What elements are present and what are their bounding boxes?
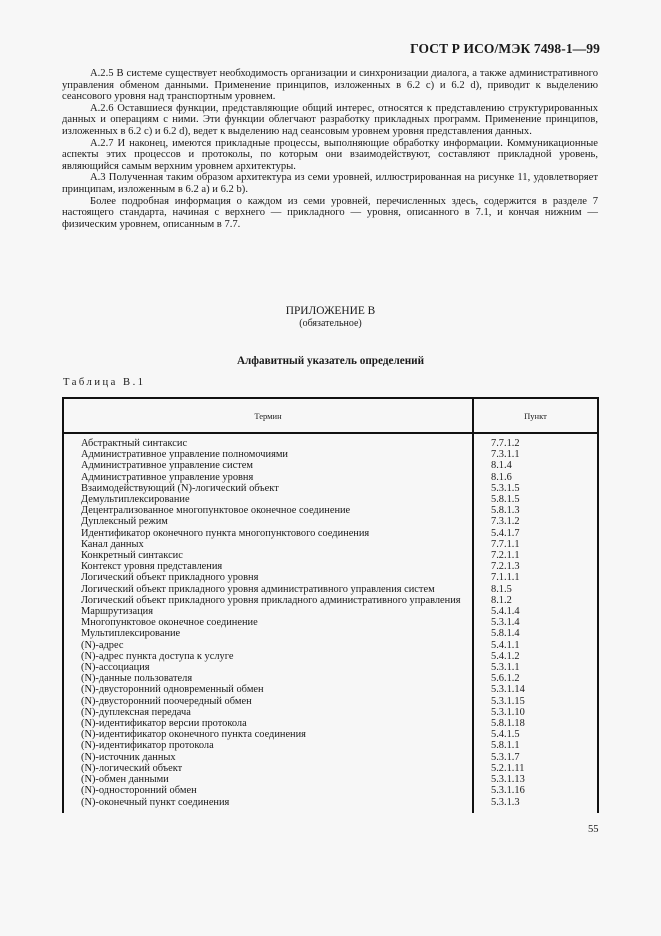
- table-row: [63, 763, 598, 774]
- term-cell: (N)-идентификатор оконечного пункта соединения: [63, 729, 473, 740]
- table-row: [63, 651, 598, 662]
- clause-cell: 5.8.1.3: [473, 505, 598, 516]
- term-cell: (N)-оконечный пункт соединения: [63, 797, 473, 813]
- table-row: [63, 460, 598, 471]
- clause-cell: 5.8.1.5: [473, 494, 598, 505]
- appendix-subtitle: (обязательное): [299, 318, 362, 329]
- term-cell: (N)-идентификатор протокола: [63, 740, 473, 751]
- table-row: [63, 483, 598, 494]
- clause-cell: 5.3.1.14: [473, 684, 598, 695]
- term-cell: (N)-обмен данными: [63, 774, 473, 785]
- clause-cell: 5.4.1.5: [473, 729, 598, 740]
- table-row: [63, 595, 598, 606]
- clause-cell: 5.8.1.1: [473, 740, 598, 751]
- clause-cell: 7.3.1.1: [473, 449, 598, 460]
- clause-cell: 5.4.1.7: [473, 528, 598, 539]
- table-row: [63, 494, 598, 505]
- clause-cell: 5.3.1.16: [473, 785, 598, 796]
- table-row: [63, 539, 598, 550]
- clause-cell: 5.3.1.5: [473, 483, 598, 494]
- table-body: [63, 433, 598, 813]
- term-cell: Административное управление полномочиями: [63, 449, 473, 460]
- table-row: [63, 785, 598, 796]
- clause-cell: 5.3.1.15: [473, 696, 598, 707]
- clause-cell: 5.4.1.2: [473, 651, 598, 662]
- term-cell: Маршрутизация: [63, 606, 473, 617]
- clause-cell: 7.7.1.1: [473, 539, 598, 550]
- section-title: Алфавитный указатель определений: [236, 355, 425, 367]
- table-row: [63, 707, 598, 718]
- term-cell: (N)-односторонний обмен: [63, 785, 473, 796]
- clause-cell: 5.2.1.11: [473, 763, 598, 774]
- clause-cell: 7.7.1.2: [473, 433, 598, 449]
- paragraph-a25: А.2.5 В системе существует необходимость организации и синхронизации диалога, а также административного управления обменом данными. Применение принципов, изложенных в 6.2 с) и 6.2 d), приводит к выделению сеансового уровня над транспортным уровнем.: [62, 68, 598, 103]
- term-cell: Абстрактный синтаксис: [63, 433, 473, 449]
- term-cell: Взаимодействующий (N)-логический объект: [63, 483, 473, 494]
- table-row: [63, 606, 598, 617]
- clause-cell: 7.3.1.2: [473, 516, 598, 527]
- appendix-title: ПРИЛОЖЕНИЕ В: [285, 305, 376, 317]
- term-cell: Идентификатор оконечного пункта многопунктового соединения: [63, 528, 473, 539]
- table-header-row: [63, 398, 598, 433]
- clause-cell: 5.3.1.4: [473, 617, 598, 628]
- table-row: [63, 752, 598, 763]
- column-header-clause: Пункт: [473, 398, 598, 433]
- table-row: [63, 640, 598, 651]
- table-row: [63, 740, 598, 751]
- table-row: [63, 449, 598, 460]
- term-cell: (N)-логический объект: [63, 763, 473, 774]
- table-row: [63, 696, 598, 707]
- clause-cell: 7.2.1.3: [473, 561, 598, 572]
- definitions-table: [62, 397, 599, 813]
- clause-cell: 8.1.6: [473, 472, 598, 483]
- term-cell: (N)-ассоциация: [63, 662, 473, 673]
- table-row: [63, 662, 598, 673]
- term-cell: Контекст уровня представления: [63, 561, 473, 572]
- term-cell: Многопунктовое оконечное соединение: [63, 617, 473, 628]
- term-cell: Демультиплексирование: [63, 494, 473, 505]
- clause-cell: 5.8.1.18: [473, 718, 598, 729]
- term-cell: Мультиплексирование: [63, 628, 473, 639]
- term-cell: Логический объект прикладного уровня административного управления систем: [63, 584, 473, 595]
- term-cell: Логический объект прикладного уровня прикладного административного управления: [63, 595, 473, 606]
- table-label: Таблица В.1: [63, 377, 146, 388]
- appendix-heading: [0, 305, 661, 329]
- clause-cell: 5.3.1.7: [473, 752, 598, 763]
- table-row: [63, 572, 598, 583]
- table-row: [63, 617, 598, 628]
- table-row: [63, 797, 598, 813]
- clause-cell: 5.6.1.2: [473, 673, 598, 684]
- clause-cell: 8.1.4: [473, 460, 598, 471]
- clause-cell: 5.4.1.1: [473, 640, 598, 651]
- term-cell: Логический объект прикладного уровня: [63, 572, 473, 583]
- table-row: [63, 472, 598, 483]
- term-cell: (N)-двусторонний одновременный обмен: [63, 684, 473, 695]
- paragraph-more-info: Более подробная информация о каждом из семи уровней, перечисленных здесь, содержится в разделе 7 настоящего стандарта, начиная с верхнего — прикладного — уровня, описанного в 7.1, и кончая нижним — физическим уровнем, описанным в 7.7.: [62, 195, 598, 230]
- page-number: 55: [588, 824, 599, 835]
- table-row: [63, 584, 598, 595]
- term-cell: Децентрализованное многопунктовое оконечное соединение: [63, 505, 473, 516]
- document-header: ГОСТ Р ИСО/МЭК 7498-1—99: [410, 41, 600, 56]
- term-cell: Канал данных: [63, 539, 473, 550]
- clause-cell: 5.3.1.3: [473, 797, 598, 813]
- clause-cell: 7.2.1.1: [473, 550, 598, 561]
- table-row: [63, 684, 598, 695]
- table-row: [63, 433, 598, 449]
- table-row: [63, 628, 598, 639]
- term-cell: (N)-идентификатор версии протокола: [63, 718, 473, 729]
- term-cell: (N)-адрес: [63, 640, 473, 651]
- clause-cell: 5.4.1.4: [473, 606, 598, 617]
- clause-cell: 5.3.1.13: [473, 774, 598, 785]
- clause-cell: 8.1.5: [473, 584, 598, 595]
- term-cell: (N)-данные пользователя: [63, 673, 473, 684]
- term-cell: Конкретный синтаксис: [63, 550, 473, 561]
- table-row: [63, 505, 598, 516]
- column-header-term: Термин: [63, 398, 473, 433]
- term-cell: (N)-двусторонний поочередный обмен: [63, 696, 473, 707]
- table-row: [63, 673, 598, 684]
- table-row: [63, 561, 598, 572]
- table-row: [63, 774, 598, 785]
- clause-cell: 8.1.2: [473, 595, 598, 606]
- term-cell: (N)-дуплексная передача: [63, 707, 473, 718]
- term-cell: (N)-адрес пункта доступа к услуге: [63, 651, 473, 662]
- clause-cell: 5.8.1.4: [473, 628, 598, 639]
- table-row: [63, 516, 598, 527]
- term-cell: (N)-источник данных: [63, 752, 473, 763]
- term-cell: Административное управление уровня: [63, 472, 473, 483]
- intro-text: [62, 68, 598, 230]
- table-row: [63, 528, 598, 539]
- paragraph-a27: А.2.7 И наконец, имеются прикладные процессы, выполняющие обработку информации. Коммуникационные аспекты этих процессов и протоколы, по которым они взаимодействуют, составляют прикладной уровень, являющийся самым верхним уровнем архитектуры.: [62, 137, 598, 172]
- term-cell: Дуплексный режим: [63, 516, 473, 527]
- table-row: [63, 550, 598, 561]
- term-cell: Административное управление систем: [63, 460, 473, 471]
- clause-cell: 5.3.1.10: [473, 707, 598, 718]
- clause-cell: 7.1.1.1: [473, 572, 598, 583]
- clause-cell: 5.3.1.1: [473, 662, 598, 673]
- paragraph-a26: А.2.6 Оставшиеся функции, представляющие общий интерес, относятся к представлению структурированных данных и операциям с ними. Эти функции облегчают разработку прикладных программ. Применение принципов, изложенных в 6.2 с) и 6.2 d), ведет к выделению над сеансовым уровнем уровня представления данных.: [62, 102, 598, 137]
- table-row: [63, 729, 598, 740]
- paragraph-a3: А.3 Полученная таким образом архитектура из семи уровней, иллюстрированная на рисунке 11, удовлетворяет принципам, изложенным в 6.2 а) и 6.2 b).: [62, 172, 598, 195]
- table-row: [63, 718, 598, 729]
